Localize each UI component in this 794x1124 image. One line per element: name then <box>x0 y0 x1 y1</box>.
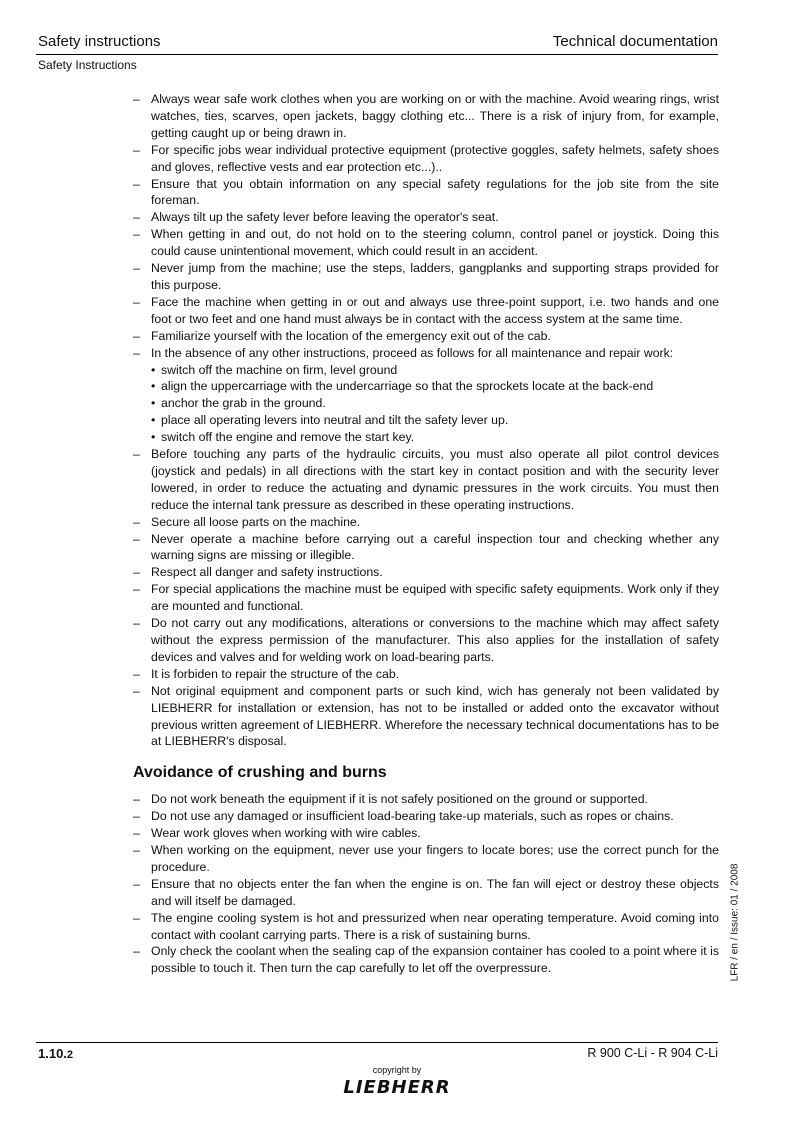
item-text: Do not work beneath the equipment if it is not safely positioned on the ground or supported. <box>151 792 648 807</box>
dash-marker: – <box>133 514 140 529</box>
page-content <box>133 91 719 977</box>
item-text: In the absence of any other instructions, proceed as follows for all maintenance and repair work: <box>151 345 674 360</box>
dash-marker: – <box>133 826 140 841</box>
issue-note: LFR / en / Issue: 01 / 2008 <box>729 863 741 981</box>
header-rule <box>36 54 718 55</box>
sub-item-text: place all operating levers into neutral and tilt the safety lever up. <box>161 413 509 428</box>
sub-item-text: align the uppercarriage with the undercarriage so that the sprockets locate at the back-end <box>161 379 654 394</box>
list-item <box>133 514 719 531</box>
list-item <box>133 825 719 842</box>
item-text: When working on the equipment, never use your fingers to locate bores; use the correct punch for the procedure. <box>151 842 719 874</box>
list-item <box>133 176 719 210</box>
item-text: Ensure that no objects enter the fan when the engine is on. The fan will eject or destroy these objects and will itself be damaged. <box>151 876 719 908</box>
list-item <box>133 226 719 260</box>
item-text: Face the machine when getting in or out and always use three-point support, i.e. two hands and one foot or two feet and one hand must always be in contact with the access system at the same time. <box>151 294 719 326</box>
footer-rule <box>36 1042 718 1043</box>
list-item <box>133 294 719 328</box>
dash-marker: – <box>133 447 140 462</box>
list-item <box>133 142 719 176</box>
dash-marker: – <box>133 876 140 891</box>
item-text: Ensure that you obtain information on any special safety regulations for the job site from the site foreman. <box>151 176 719 208</box>
dash-marker: – <box>133 842 140 857</box>
item-text: Secure all loose parts on the machine. <box>151 514 361 529</box>
dash-marker: – <box>133 565 140 580</box>
dash-marker: – <box>133 294 140 309</box>
model-label: R 900 C-Li - R 904 C-Li <box>587 1046 718 1060</box>
dash-marker: – <box>133 531 140 546</box>
sub-item-text: anchor the grab in the ground. <box>161 396 326 411</box>
item-text: The engine cooling system is hot and pressurized when near operating temperature. Avoid coming into contact with coolant carrying parts. There is a risk of sustaining burns. <box>151 910 719 942</box>
item-text: Never jump from the machine; use the steps, ladders, gangplanks and supporting straps provided for this purpose. <box>151 261 719 292</box>
sub-list-item <box>151 378 719 395</box>
item-text: Familiarize yourself with the location of the emergency exit out of the cab. <box>151 328 551 343</box>
list-item <box>133 876 719 910</box>
dash-marker: – <box>133 616 140 631</box>
item-text: Never operate a machine before carrying out a careful inspection tour and checking whether any warning signs are missing or illegible. <box>151 531 719 563</box>
safety-list <box>133 91 719 750</box>
item-text: Do not use any damaged or insufficient load-bearing take-up materials, such as ropes or chains. <box>151 809 674 824</box>
dash-marker: – <box>133 910 140 925</box>
section-title: Avoidance of crushing and burns <box>133 764 387 782</box>
dash-marker: – <box>133 227 140 242</box>
dash-marker: – <box>133 328 140 343</box>
list-item <box>133 328 719 345</box>
dash-marker: – <box>133 809 140 824</box>
page-number: 1.10.2 <box>38 1046 74 1061</box>
sub-list <box>151 362 719 447</box>
item-text: Wear work gloves when working with wire cables. <box>151 826 421 841</box>
item-text: Do not carry out any modifications, alterations or conversions to the machine which may affect safety without the express permission of the manufacturer. This also applies for the installation of safety devices and valves and for welding work on load-bearing parts. <box>151 616 719 664</box>
dash-marker: – <box>133 261 140 276</box>
bullet-marker: • <box>151 430 156 445</box>
list-item <box>133 615 719 666</box>
list-item <box>133 683 719 751</box>
sub-list-item <box>151 429 719 446</box>
bullet-marker: • <box>151 413 156 428</box>
list-item <box>133 581 719 615</box>
item-text: Only check the coolant when the sealing cap of the expansion container has cooled to a point where it is possible to touch it. Then turn the cap carefully to let off the overpressure. <box>151 944 719 976</box>
list-item <box>133 91 719 142</box>
item-text: When getting in and out, do not hold on to the steering column, control panel or joystick. Doing this could cause unintentional movement, which could result in an accident. <box>151 227 719 259</box>
header-subtitle: Safety Instructions <box>38 58 137 72</box>
dash-marker: – <box>133 345 140 360</box>
list-item <box>133 531 719 565</box>
header-left: Safety instructions <box>38 33 161 50</box>
list-item <box>133 943 719 977</box>
bullet-marker: • <box>151 379 156 394</box>
item-text: Not original equipment and component parts or such kind, wich has generaly not been validated by LIEBHERR for installation or extension, has not to be installed or added onto the excavator without previous written agreement of LIEBHERR. Wherefore the necessary technical documentations has to be at LIEBHERR's disposal. <box>151 683 719 749</box>
item-text: Respect all danger and safety instructions. <box>151 565 383 580</box>
list-item <box>133 260 719 294</box>
item-text: Always tilt up the safety lever before leaving the operator's seat. <box>151 210 499 225</box>
list-item <box>133 910 719 944</box>
sub-list-item <box>151 412 719 429</box>
list-item <box>133 209 719 226</box>
dash-marker: – <box>133 210 140 225</box>
item-text: Before touching any parts of the hydraulic circuits, you must also operate all pilot control devices (joystick and pedals) in all directions with the start key in contact position and with the security lever lowered, in order to reduce the actuating and dynamic pressures in the work circuits. You must then reduce the internal tank pressure as described in these operating instructions. <box>151 447 719 512</box>
sub-item-text: switch off the engine and remove the start key. <box>161 430 415 445</box>
item-text: For specific jobs wear individual protective equipment (protective goggles, safety helmets, safety shoes and gloves, reflective vests and ear protection etc...).. <box>151 142 719 174</box>
item-text: Always wear safe work clothes when you are working on or with the machine. Avoid wearing rings, wrist watches, ties, scarves, open jackets, baggy clothing etc... There is a risk of injury from, for example, getting caught up or being drawn in. <box>151 92 719 140</box>
item-text: It is forbiden to repair the structure of the cab. <box>151 666 400 681</box>
item-text: For special applications the machine must be equiped with specific safety equipments. Work only if they are mounted and functional. <box>151 582 719 614</box>
copyright-text: copyright by <box>372 1065 422 1075</box>
dash-marker: – <box>133 142 140 157</box>
dash-marker: – <box>133 582 140 597</box>
liebherr-logo: LIEBHERR <box>343 1077 451 1098</box>
list-item <box>133 842 719 876</box>
sub-item-text: switch off the machine on firm, level ground <box>161 362 398 377</box>
bullet-marker: • <box>151 362 156 377</box>
list-item <box>133 791 719 808</box>
dash-marker: – <box>133 683 140 698</box>
list-item <box>133 446 719 514</box>
list-item <box>133 666 719 683</box>
dash-marker: – <box>133 92 140 106</box>
dash-marker: – <box>133 944 140 959</box>
crushing-burns-list <box>133 791 719 977</box>
dash-marker: – <box>133 792 140 807</box>
bullet-marker: • <box>151 396 156 411</box>
header-right: Technical documentation <box>552 33 718 50</box>
list-item <box>133 345 719 446</box>
sub-list-item <box>151 395 719 412</box>
list-item <box>133 808 719 825</box>
dash-marker: – <box>133 176 140 191</box>
dash-marker: – <box>133 666 140 681</box>
sub-list-item <box>151 362 719 379</box>
list-item <box>133 564 719 581</box>
